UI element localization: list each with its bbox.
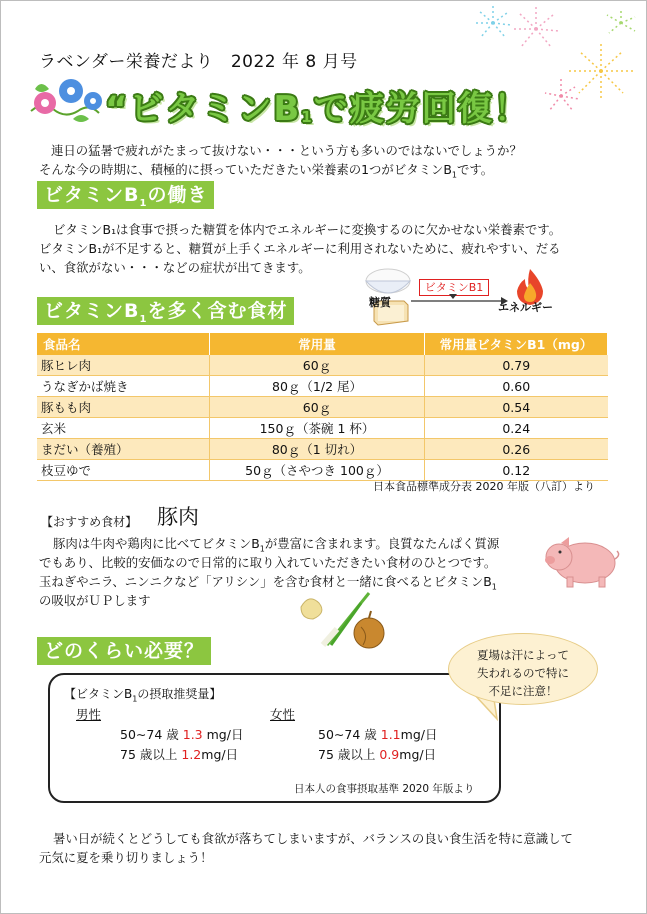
title-subscript: 1: [301, 108, 314, 126]
recommended-tag: 【おすすめ食材】: [41, 515, 138, 529]
function-heading-subscript: 1: [139, 197, 148, 209]
foods-heading-subscript: 1: [139, 313, 148, 325]
table-header-row: [37, 333, 608, 355]
intro-line-2-end: です。: [456, 162, 494, 177]
foods-heading: [37, 297, 294, 325]
intro-line-2-subscript: 1: [451, 170, 457, 180]
foods-heading-text: ビタミンB: [44, 300, 140, 322]
bubble-line-2: 失われるので特に: [477, 666, 569, 680]
intake-source: 日本人の食事摂取基準 2020 年版より: [294, 783, 475, 795]
foods-heading-end: を多く含む食材: [147, 300, 288, 322]
female-label: 女性: [270, 707, 296, 722]
vegetables-icon: [297, 589, 397, 653]
energy-label: エネルギー: [498, 301, 553, 314]
male-unit-1: mg/日: [206, 727, 244, 742]
intake-title-end: の摂取推奨量】: [137, 687, 222, 701]
closing-line-1: 暑い日が続くとどうしても食欲が落ちてしまいますが、バランスの良い食生活を特に意識して: [53, 831, 573, 846]
recommended-food-name: 豚肉: [157, 505, 199, 529]
female-value-1: 1.1: [380, 727, 401, 742]
page-title: [105, 81, 545, 129]
b1-cell: 0.79: [425, 355, 608, 376]
intake-title: [64, 685, 221, 703]
b1-cell: 0.54: [425, 397, 608, 418]
function-heading-end: の働き: [147, 184, 208, 206]
table-row: [37, 397, 608, 418]
recommended-line-2: でもあり、比較的安価なので日常的に取り入れていただきたい食材のひとつです。: [39, 555, 497, 570]
bubble-line-3: 不足に注意！: [488, 684, 558, 698]
male-row-1: [120, 725, 243, 743]
intro-line-1: 連日の猛暑で疲れがたまって抜けない・・・という方も多いのではないでしょうか？: [51, 143, 522, 158]
serving-cell: 60ｇ: [210, 397, 425, 418]
female-age-2: 75 歳以上: [318, 747, 376, 762]
intake-title-subscript: 1: [132, 694, 138, 704]
male-label: 男性: [76, 707, 102, 722]
male-row-2: [120, 745, 238, 763]
table-row: [37, 418, 608, 439]
serving-cell: 150ｇ（茶碗 1 杯）: [210, 418, 425, 439]
female-unit-2: mg/日: [399, 747, 437, 762]
female-value-2: 0.9: [379, 747, 400, 762]
sugar-label: 糖質: [369, 296, 391, 309]
food-name-cell: まだい（養殖）: [37, 439, 210, 460]
recommended-line-1-text: 豚肉は牛肉や鶏肉に比べてビタミンB: [53, 536, 260, 551]
recommended-line-4: の吸収がＵＰします: [39, 593, 151, 608]
serving-cell: 80ｇ（1 切れ）: [210, 439, 425, 460]
male-age-2: 75 歳以上: [120, 747, 178, 762]
food-name-cell: 豚もも肉: [37, 397, 210, 418]
col-food-name: 食品名: [37, 333, 210, 355]
foods-source: 日本食品標準成分表 2020 年版（八訂）より: [373, 480, 595, 493]
morning-glory-icon: [23, 71, 103, 126]
recommended-line-3-subscript: 1: [491, 582, 497, 592]
col-vitamin-b1: 常用量ビタミンB1（mg）: [425, 333, 608, 355]
recommended-line-3-text: 玉ねぎやニラ、ニンニクなど「アリシン」を含む食材と一緒に食べるとビタミンB: [39, 574, 492, 589]
food-name-cell: 玄米: [37, 418, 210, 439]
table-row: [37, 355, 608, 376]
male-unit-2: mg/日: [201, 747, 239, 762]
female-row-2: [318, 745, 436, 763]
male-value-1: 1.3: [182, 727, 203, 742]
table-row: [37, 439, 608, 460]
recommended-line-1-subscript: 1: [259, 544, 265, 554]
function-line-2: ビタミンB₁が不足すると、糖質が上手くエネルギーに利用されないために、疲れやすい、だる: [39, 241, 561, 256]
newsletter-issue: ラベンダー栄養だより 2022 年 8 月号: [39, 52, 358, 72]
food-name-cell: うなぎかば焼き: [37, 376, 210, 397]
table-row: [37, 376, 608, 397]
food-name-cell: 枝豆ゆで: [37, 460, 210, 481]
b1-cell: 0.24: [425, 418, 608, 439]
female-unit-1: mg/日: [400, 727, 438, 742]
tip-bubble: [448, 633, 598, 705]
b1-cell: 0.12: [425, 460, 608, 481]
intake-title-text: 【ビタミンB: [64, 687, 133, 701]
closing-line-2: 元気に夏を乗り切りましょう！: [39, 850, 213, 865]
foods-table: [37, 333, 608, 481]
male-value-2: 1.2: [181, 747, 202, 762]
arrow-right-icon: [409, 293, 509, 309]
function-line-3: い、食欲がない・・・などの症状が出てきます。: [39, 260, 311, 275]
col-serving: 常用量: [210, 333, 425, 355]
recommended-line-1-end: が豊富に含まれます。良質なたんぱく質源: [264, 536, 500, 551]
function-line-1: ビタミンB₁は食事で摂った糖質を体内でエネルギーに変換するのに欠かせない栄養素です。: [53, 222, 562, 237]
vitamin-b1-box: ビタミンB1: [419, 279, 489, 296]
b1-cell: 0.60: [425, 376, 608, 397]
title-main: “ビタミンB: [105, 89, 302, 129]
female-age-1: 50∼74 歳: [318, 727, 377, 742]
title-rest: で疲労回復！: [313, 89, 530, 129]
serving-cell: 60ｇ: [210, 355, 425, 376]
female-row-1: [318, 725, 437, 743]
serving-cell: 50ｇ（さやつき 100ｇ）: [210, 460, 425, 481]
bubble-line-1: 夏場は汗によって: [477, 648, 569, 662]
pig-icon: [541, 529, 621, 591]
food-name-cell: 豚ヒレ肉: [37, 355, 210, 376]
function-heading-text: ビタミンB: [44, 184, 140, 206]
b1-cell: 0.26: [425, 439, 608, 460]
male-age-1: 50∼74 歳: [120, 727, 179, 742]
need-heading: どのくらい必要？: [37, 637, 211, 665]
serving-cell: 80ｇ（1/2 尾）: [210, 376, 425, 397]
function-heading: [37, 181, 214, 209]
recommended-intake-box: [48, 673, 501, 803]
intro-line-2-text: そんな今の時期に、積極的に摂っていただきたい栄養素の1つがビタミンB: [39, 162, 452, 177]
